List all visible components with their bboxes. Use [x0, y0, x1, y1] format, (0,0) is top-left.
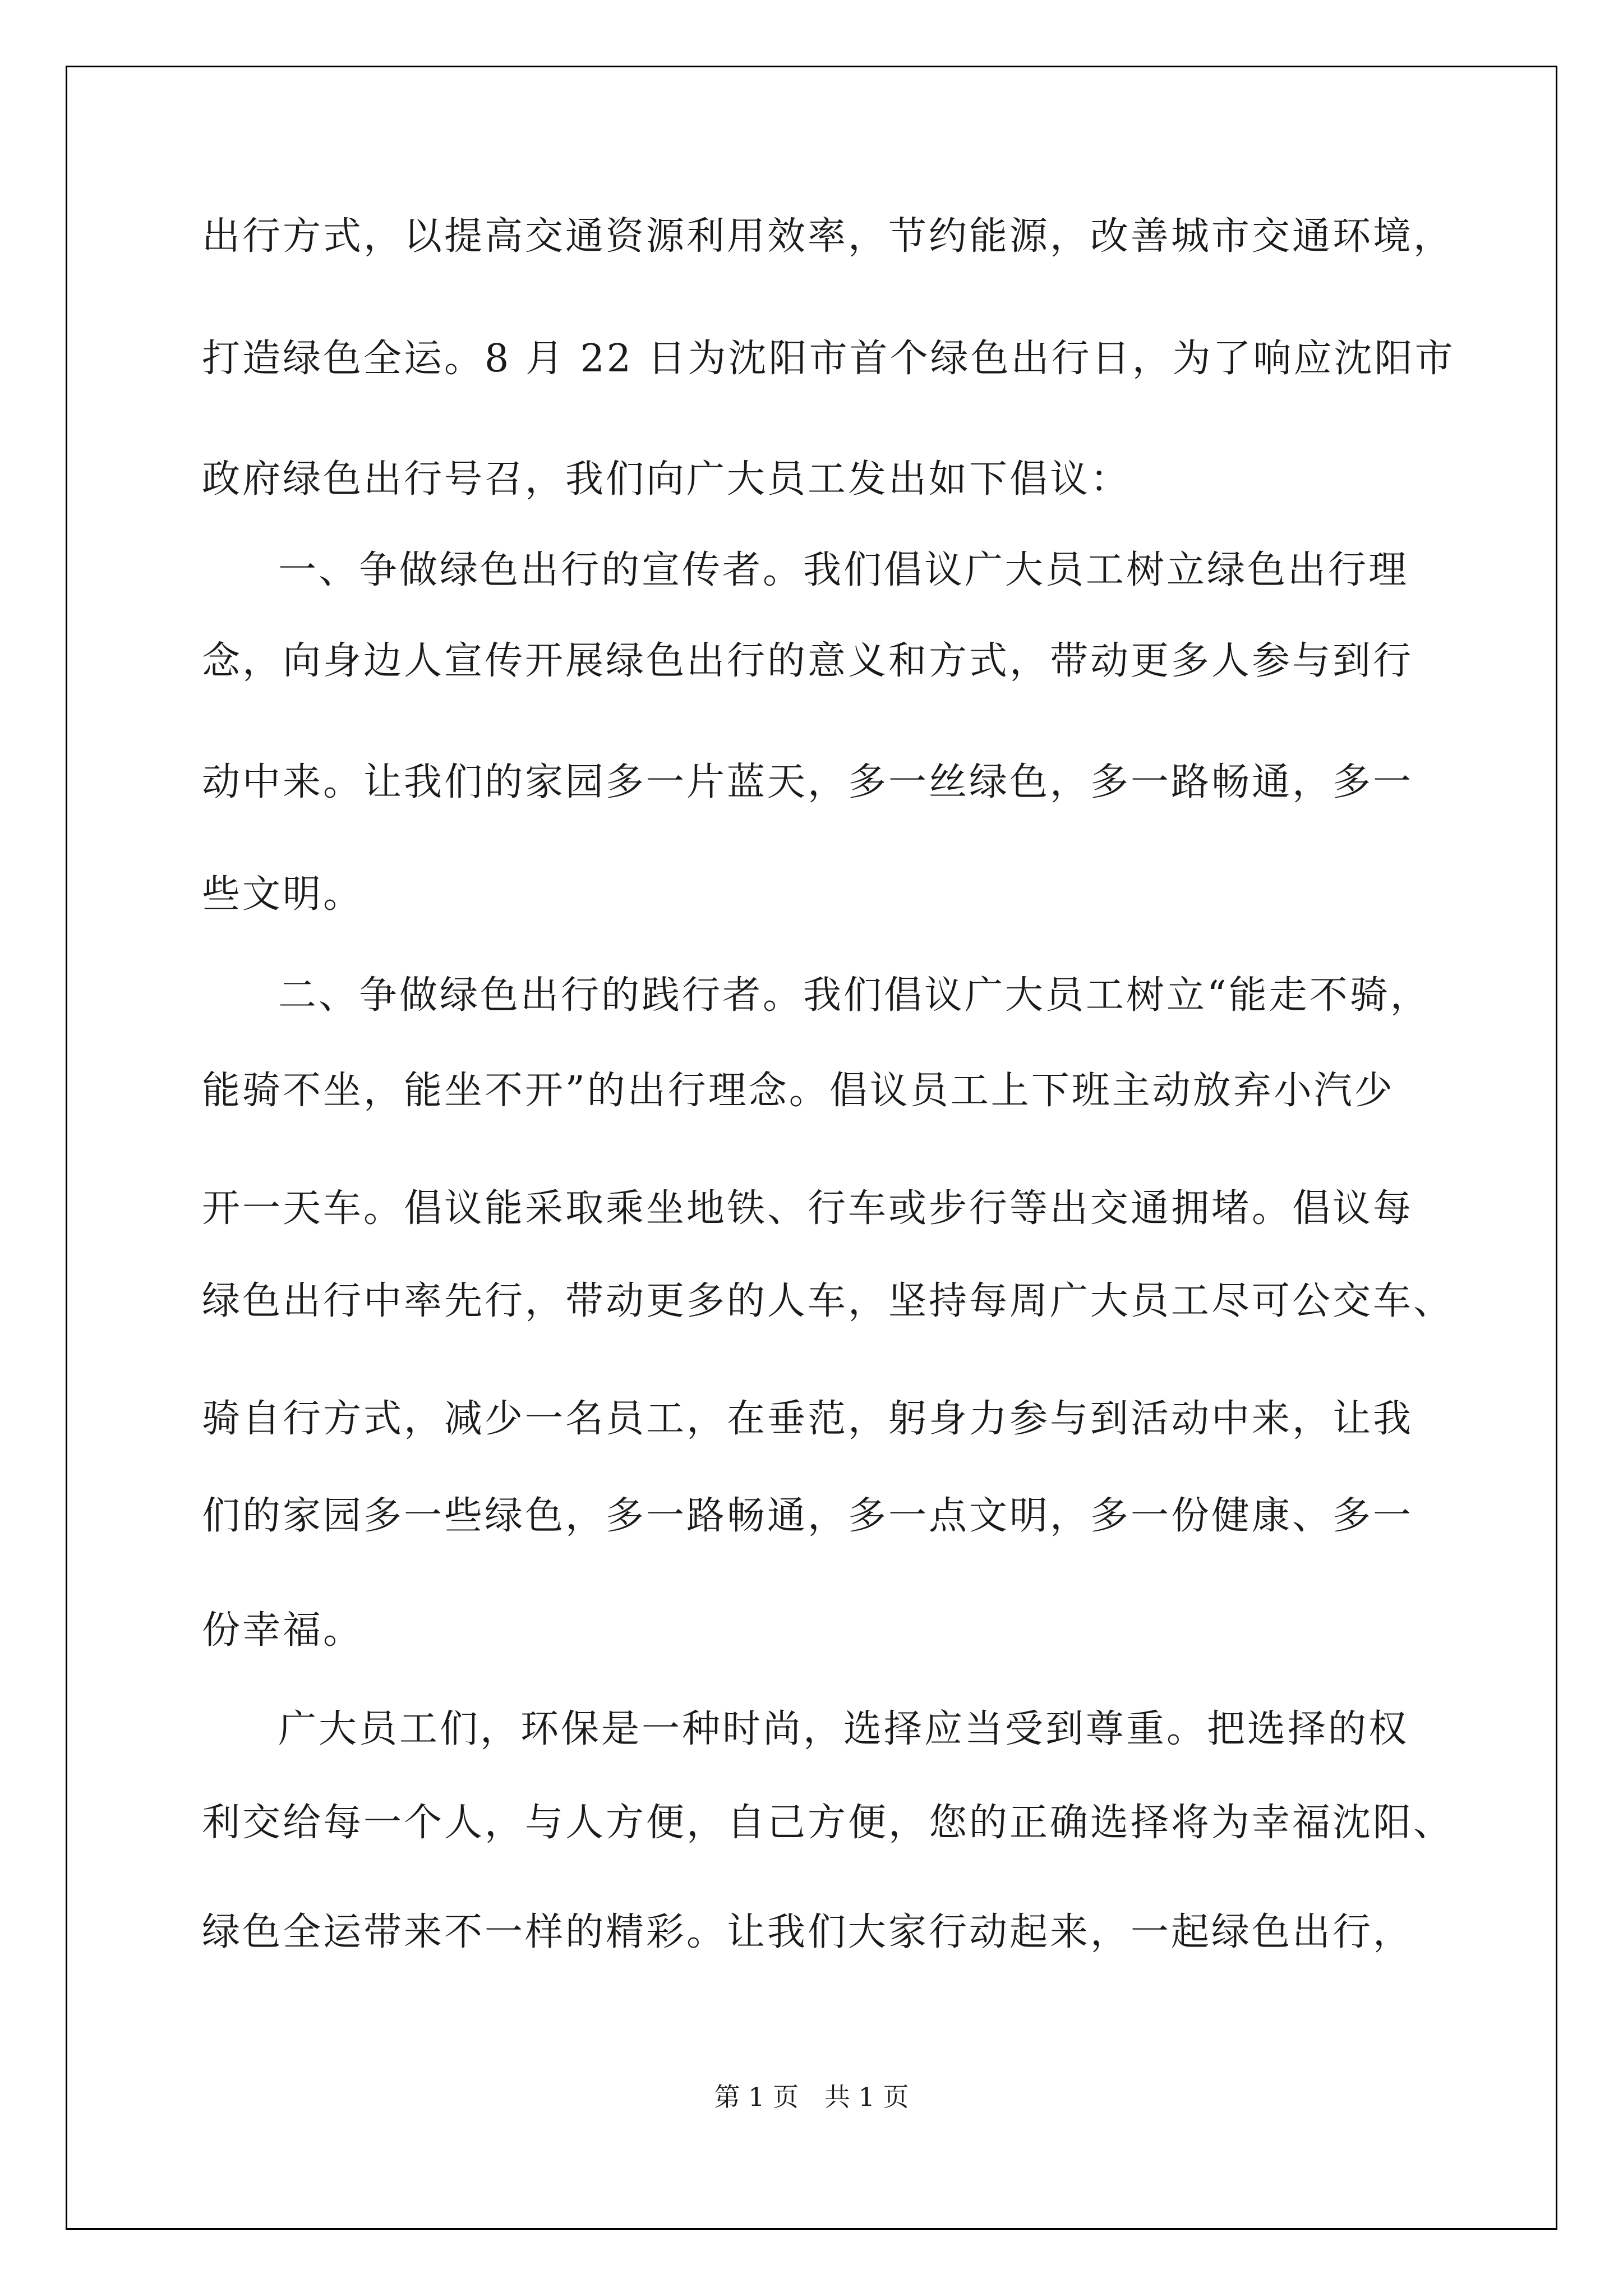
- text-line: 能骑不坐，能坐不开”的出行理念。倡议员工上下班主动放弃小汽少: [202, 1069, 1395, 1113]
- text-line: 打造绿色全运。8 月 22 日为沈阳市首个绿色出行日，为了响应沈阳市: [202, 337, 1455, 381]
- text-line: 念，向身边人宣传开展绿色出行的意义和方式，带动更多人参与到行: [202, 639, 1414, 683]
- text-line: 出行方式，以提高交通资源利用效率，节约能源，改善城市交通环境，: [202, 214, 1454, 259]
- page-number-footer: 第 1 页 共 1 页: [714, 2082, 909, 2112]
- paragraph-first-line: 一、争做绿色出行的宣传者。我们倡议广大员工树立绿色出行理: [278, 548, 1409, 592]
- text-line: 些文明。: [202, 872, 364, 917]
- text-line: 开一天车。倡议能采取乘坐地铁、行车或步行等出交通拥堵。倡议每: [202, 1186, 1414, 1231]
- text-line: 动中来。让我们的家园多一片蓝天，多一丝绿色，多一路畅通，多一: [202, 760, 1414, 804]
- text-line: 绿色出行中率先行，带动更多的人车，坚持每周广大员工尽可公交车、: [202, 1279, 1454, 1323]
- text-line: 绿色全运带来不一样的精彩。让我们大家行动起来，一起绿色出行，: [202, 1910, 1414, 1954]
- text-line: 份幸福。: [202, 1608, 364, 1653]
- text-line: 利交给每一个人，与人方便，自己方便，您的正确选择将为幸福沈阳、: [202, 1801, 1454, 1845]
- paragraph-first-line: 二、争做绿色出行的践行者。我们倡议广大员工树立“能走不骑，: [278, 973, 1431, 1018]
- paragraph-first-line: 广大员工们，环保是一种时尚，选择应当受到尊重。把选择的权: [278, 1707, 1409, 1751]
- text-line: 政府绿色出行号召，我们向广大员工发出如下倡议：: [202, 457, 1131, 501]
- text-line: 骑自行方式，减少一名员工，在垂范，躬身力参与到活动中来，让我: [202, 1397, 1414, 1441]
- text-line: 们的家园多一些绿色，多一路畅通，多一点文明，多一份健康、多一: [202, 1494, 1414, 1538]
- page-border: [66, 66, 1557, 2230]
